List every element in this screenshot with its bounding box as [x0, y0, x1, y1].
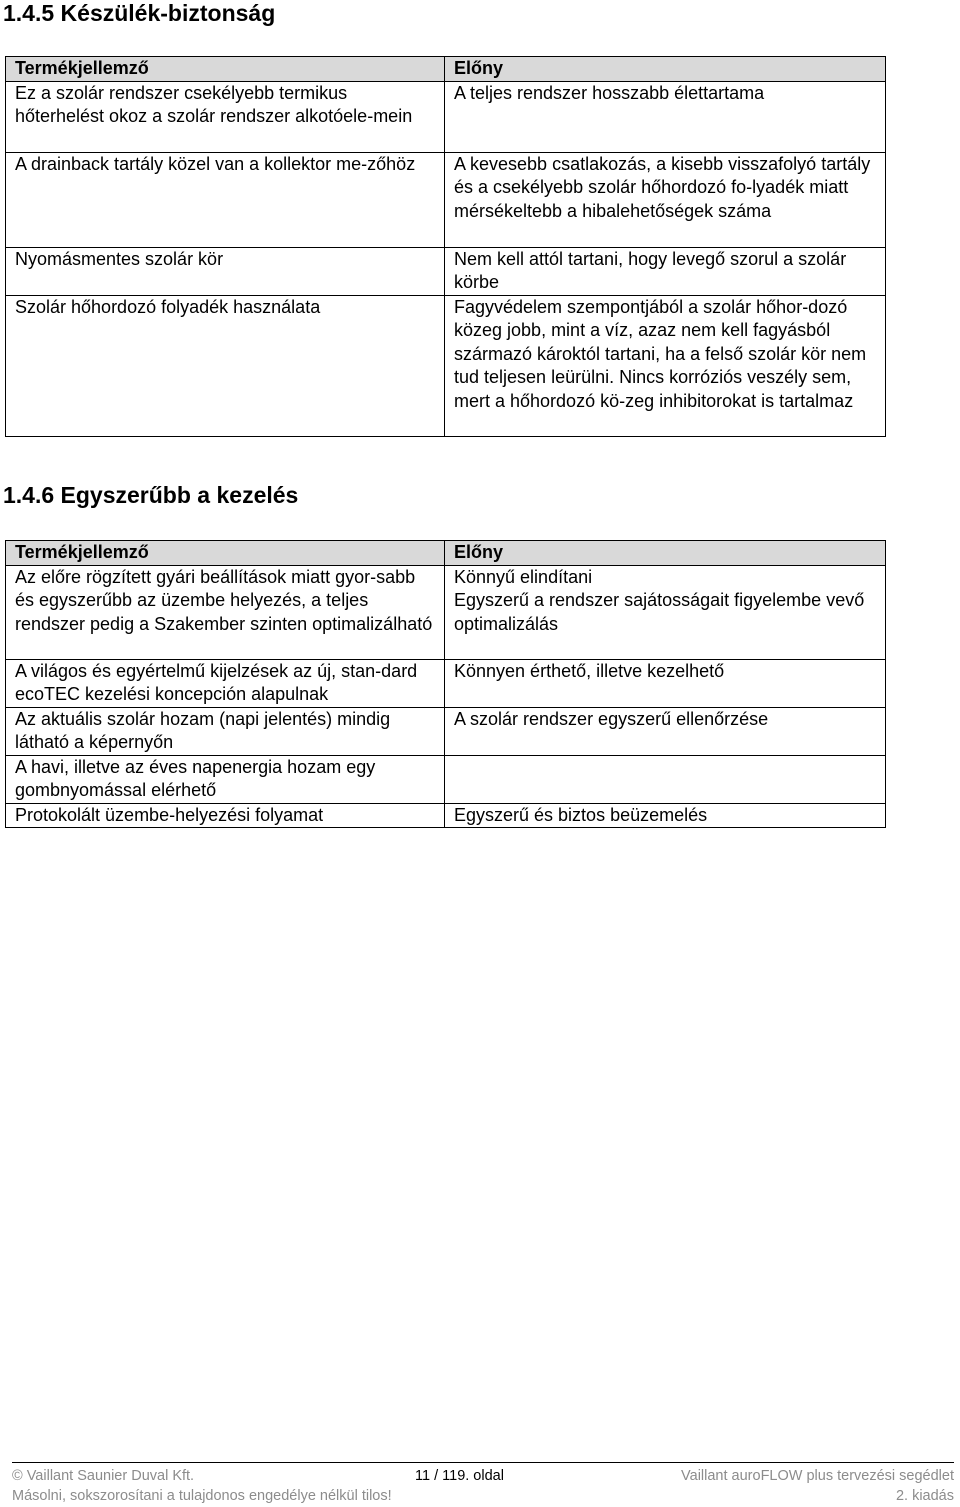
- benefit-cell: Fagyvédelem szempontjából a szolár hőhor-dozó közeg jobb, mint a víz, azaz nem kell fagyásból származó károktól tartani, ha a felső szolár kör nem tud teljesen leürülni. Nincs korróziós veszély sem, mert a hőhordozó kö-zeg inhibitorokat is tartalmaz: [445, 295, 886, 436]
- table-header-row: [6, 541, 886, 566]
- table-row: [6, 81, 886, 152]
- benefit-cell: A kevesebb csatlakozás, a kisebb visszafolyó tartály és a csekélyebb szolár hőhordozó fo-lyadék miatt mérsékeltebb a hibalehetőségek száma: [445, 152, 886, 247]
- benefit-cell: A szolár rendszer egyszerű ellenőrzése: [445, 707, 886, 755]
- footer-page-number: 11 / 119. oldal: [415, 1468, 504, 1484]
- section-title: 1.4.6 Egyszerűbb a kezelés: [3, 482, 299, 508]
- column-header-feature: Termékjellemző: [6, 57, 445, 82]
- section-title: 1.4.5 Készülék-biztonság: [3, 0, 276, 26]
- footer-doc-title: Vaillant auroFLOW plus tervezési segédlet: [681, 1468, 954, 1484]
- table-row: [6, 803, 886, 828]
- table-row: [6, 707, 886, 755]
- table-row: [6, 565, 886, 659]
- feature-cell: Az előre rögzített gyári beállítások miatt gyor-sabb és egyszerűbb az üzembe helyezés, a teljes rendszer pedig a Szakember szinten optimalizálható: [6, 565, 445, 659]
- feature-table: [5, 540, 886, 828]
- feature-cell: A havi, illetve az éves napenergia hozam egy gombnyomással elérhető: [6, 755, 445, 803]
- feature-table: [5, 56, 886, 437]
- benefit-cell: A teljes rendszer hosszabb élettartama: [445, 81, 886, 152]
- table-row: [6, 295, 886, 436]
- table-row: [6, 247, 886, 295]
- feature-cell: Ez a szolár rendszer csekélyebb termikus hőterhelést okoz a szolár rendszer alkotóele-mein: [6, 81, 445, 152]
- benefit-cell: [445, 755, 886, 803]
- column-header-feature: Termékjellemző: [6, 541, 445, 566]
- benefit-cell: Nem kell attól tartani, hogy levegő szorul a szolár körbe: [445, 247, 886, 295]
- feature-cell: Szolár hőhordozó folyadék használata: [6, 295, 445, 436]
- table-row: [6, 659, 886, 707]
- footer-copyright: © Vaillant Saunier Duval Kft.: [12, 1468, 195, 1484]
- feature-cell: Protokolált üzembe-helyezési folyamat: [6, 803, 445, 828]
- feature-cell: A drainback tartály közel van a kollektor me-zőhöz: [6, 152, 445, 247]
- footer-edition: 2. kiadás: [895, 1488, 954, 1504]
- feature-cell: A világos és egyértelmű kijelzések az új, stan-dard ecoTEC kezelési koncepción alapulnak: [6, 659, 445, 707]
- footer-copy-notice: Másolni, sokszorosítani a tulajdonos engedélye nélkül tilos!: [12, 1488, 392, 1504]
- feature-cell: Nyomásmentes szolár kör: [6, 247, 445, 295]
- column-header-benefit: Előny: [445, 57, 886, 82]
- page-footer: [12, 1466, 954, 1506]
- column-header-benefit: Előny: [445, 541, 886, 566]
- benefit-cell: Könnyen érthető, illetve kezelhető: [445, 659, 886, 707]
- benefit-cell: Könnyű elindítani Egyszerű a rendszer sajátosságait figyelembe vevő optimalizálás: [445, 565, 886, 659]
- table-row: [6, 152, 886, 247]
- feature-cell: Az aktuális szolár hozam (napi jelentés) mindig látható a képernyőn: [6, 707, 445, 755]
- table-header-row: [6, 57, 886, 82]
- footer-rule: [12, 1462, 954, 1463]
- benefit-cell: Egyszerű és biztos beüzemelés: [445, 803, 886, 828]
- table-row: [6, 755, 886, 803]
